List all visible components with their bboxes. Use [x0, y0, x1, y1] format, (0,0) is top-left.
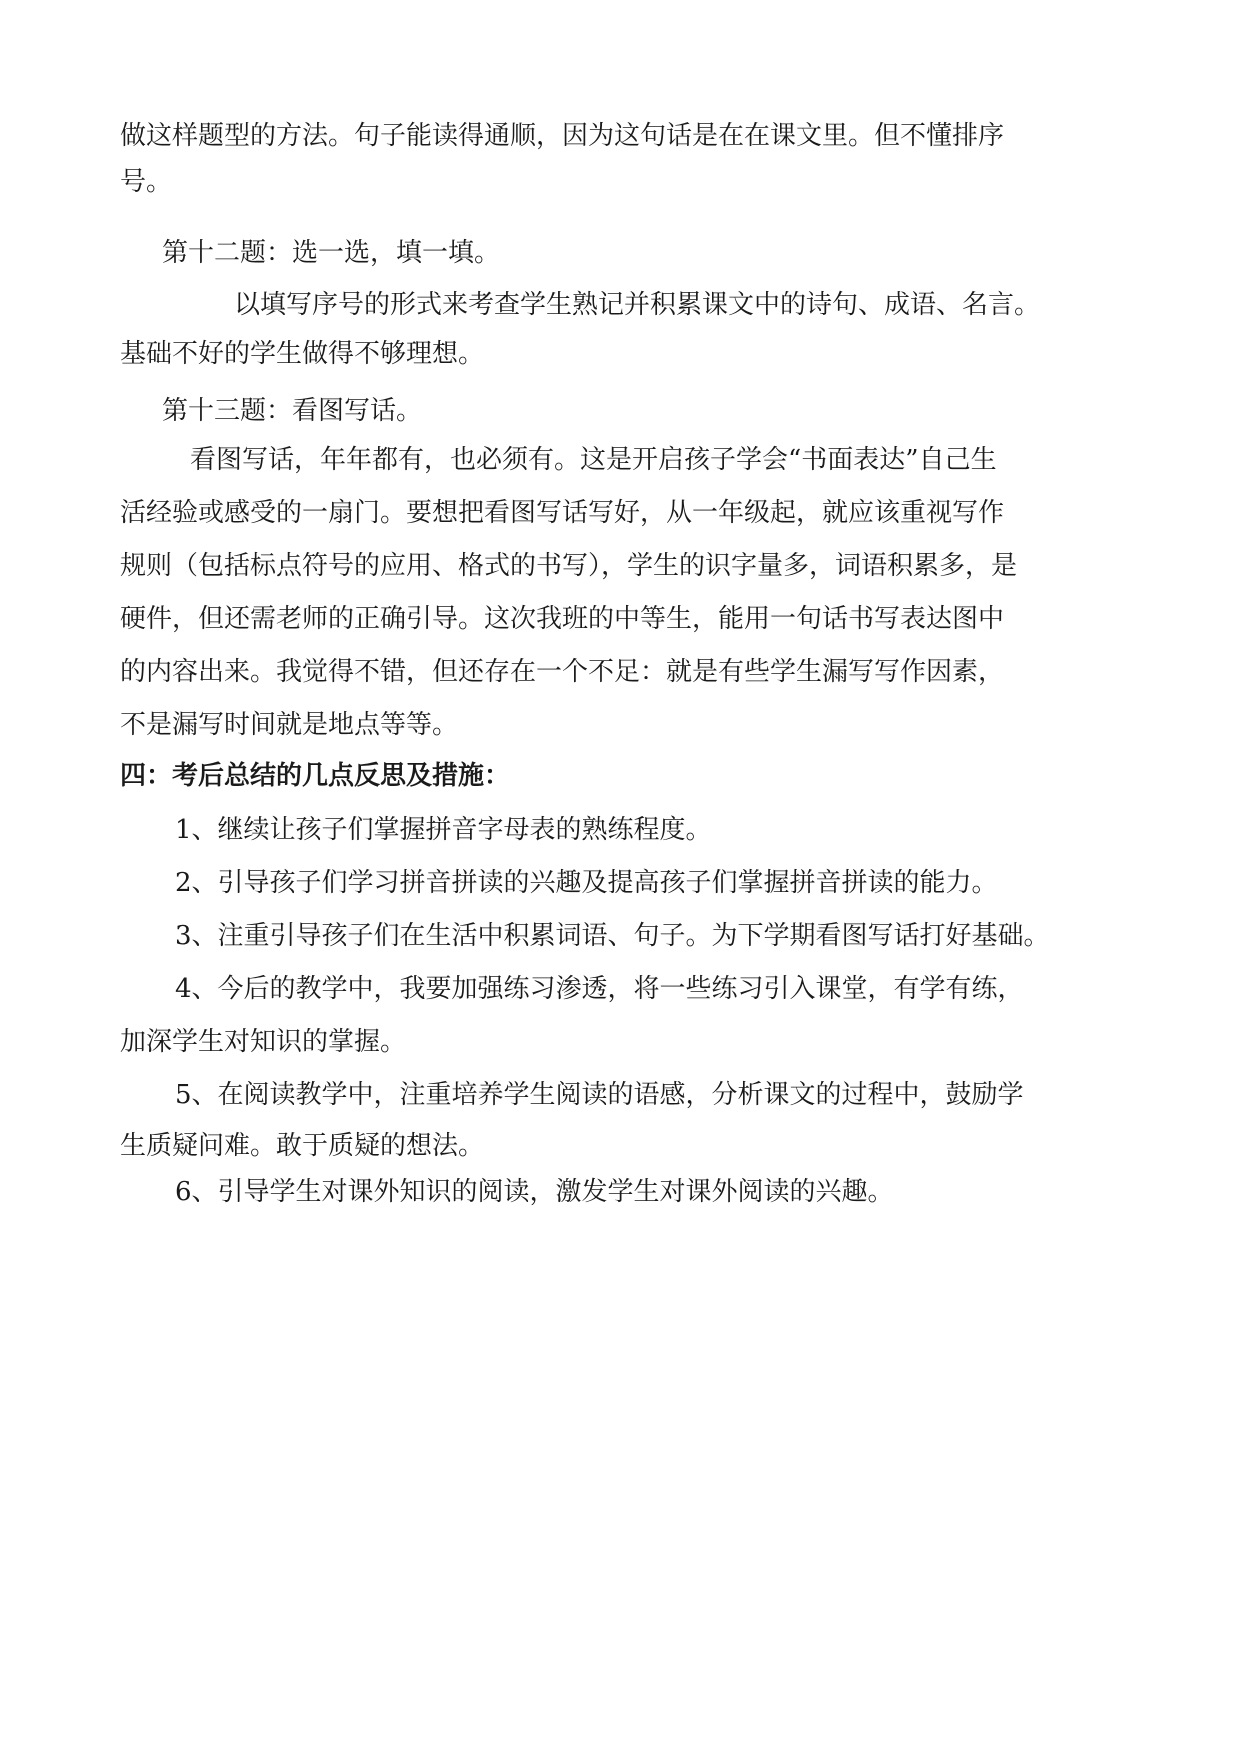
paragraph-line: 做这样题型的方法。句子能读得通顺，因为这句话是在在课文里。但不懂排序 [120, 121, 1005, 151]
paragraph-line: 不是漏写时间就是地点等等。 [120, 710, 459, 740]
list-item: 6、引导学生对课外知识的阅读，激发学生对课外阅读的兴趣。 [175, 1177, 894, 1207]
section-heading: 四：考后总结的几点反思及措施： [120, 761, 511, 791]
list-item: 1、继续让孩子们掌握拼音字母表的熟练程度。 [175, 815, 712, 845]
list-item: 3、注重引导孩子们在生活中积累词语、句子。为下学期看图写话打好基础。 [175, 921, 1050, 951]
paragraph-line: 的内容出来。我觉得不错，但还存在一个不足：就是有些学生漏写写作因素， [120, 657, 1005, 687]
list-item-continuation: 生质疑问难。敢于质疑的想法。 [120, 1131, 485, 1161]
question-heading-12: 第十二题：选一选，填一填。 [162, 238, 501, 268]
list-item: 2、引导孩子们学习拼音拼读的兴趣及提高孩子们掌握拼音拼读的能力。 [175, 868, 998, 898]
paragraph-line: 号。 [120, 167, 173, 197]
list-item: 5、在阅读教学中，注重培养学生阅读的语感，分析课文的过程中，鼓励学 [175, 1080, 1024, 1110]
list-item-continuation: 加深学生对知识的掌握。 [120, 1027, 407, 1057]
paragraph-line: 基础不好的学生做得不够理想。 [120, 339, 485, 369]
question-heading-13: 第十三题：看图写话。 [162, 396, 423, 426]
list-item: 4、今后的教学中，我要加强练习渗透，将一些练习引入课堂，有学有练， [175, 974, 1024, 1004]
paragraph-line: 看图写话，年年都有，也必须有。这是开启孩子学会“书面表达”自己生 [190, 445, 997, 475]
paragraph-line: 规则（包括标点符号的应用、格式的书写），学生的识字量多，词语积累多，是 [120, 551, 1018, 581]
paragraph-line: 活经验或感受的一扇门。要想把看图写话写好，从一年级起，就应该重视写作 [120, 498, 1005, 528]
paragraph-line: 以填写序号的形式来考查学生熟记并积累课文中的诗句、成语、名言。 [234, 290, 1041, 320]
paragraph-line: 硬件，但还需老师的正确引导。这次我班的中等生，能用一句话书写表达图中 [120, 604, 1005, 634]
